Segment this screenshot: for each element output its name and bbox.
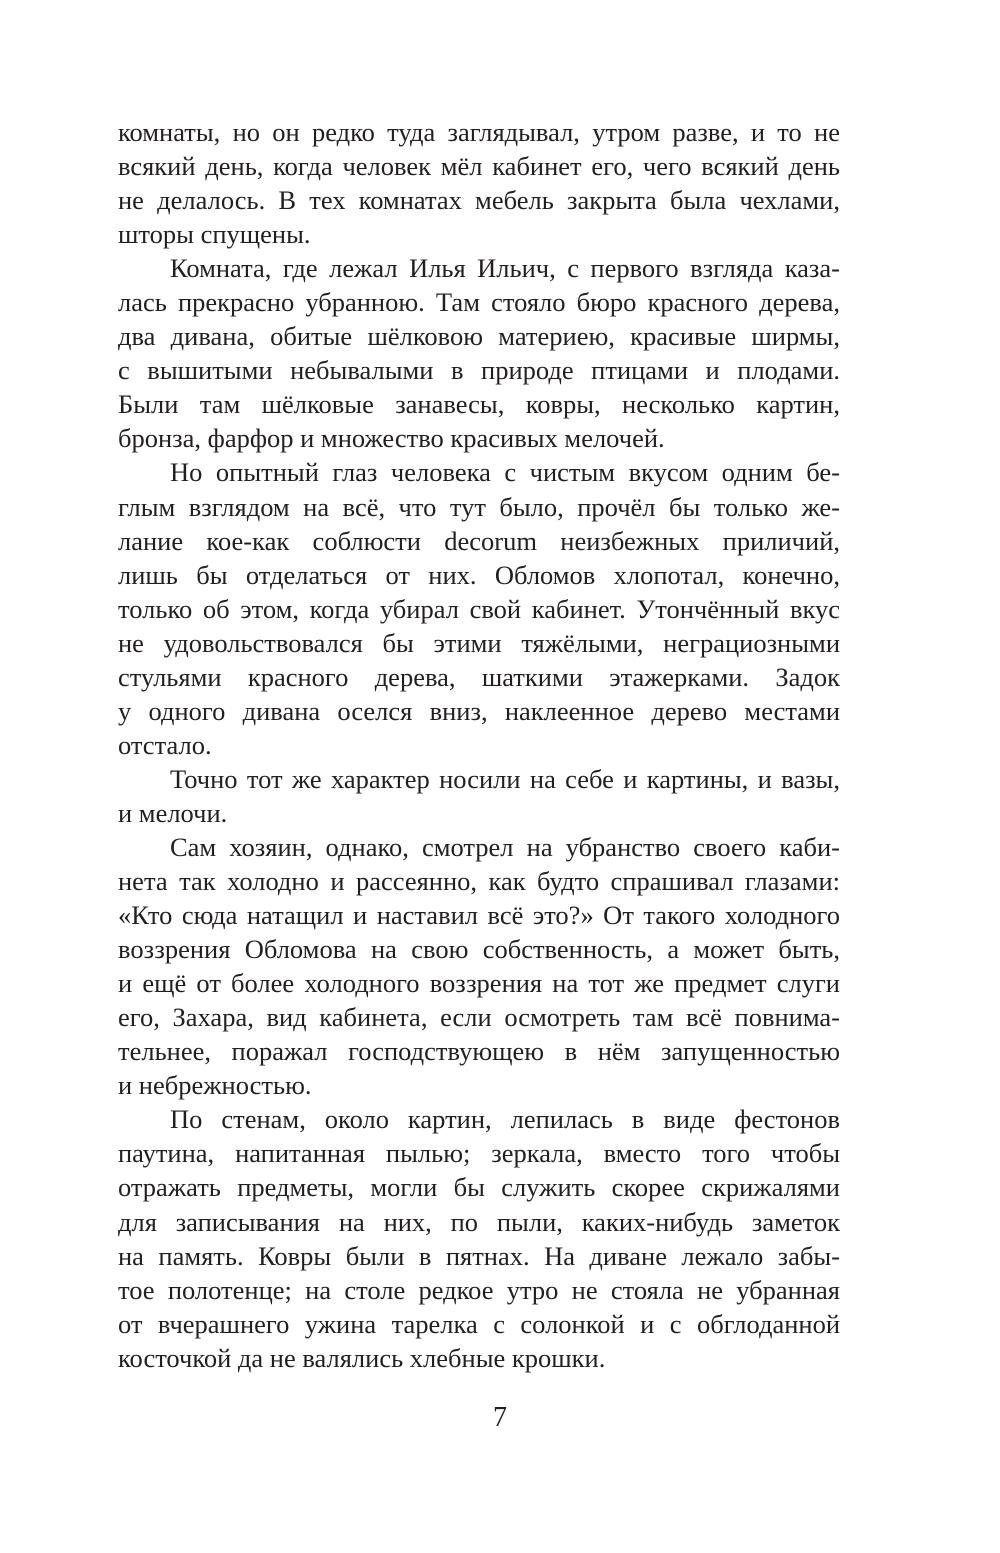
text-line: и мелочи.	[118, 797, 228, 828]
text-line: у одного дивана оселся вниз, наклеенное дерево местами	[118, 695, 840, 726]
text-line: стульями красного дерева, шаткими этажерками. Задок	[118, 661, 840, 692]
text-line: для записывания на них, по пыли, каких-нибудь заметок	[118, 1206, 840, 1237]
paragraph-1	[118, 115, 840, 251]
text-line: и небрежностью.	[118, 1070, 312, 1101]
text-line: нета так холодно и рассеянно, как будто спрашивал глазами:	[118, 866, 840, 897]
text-line: лась прекрасно убранною. Там стояло бюро красного дерева,	[118, 287, 840, 318]
text-line: «Кто сюда натащил и наставил всё это?» От такого холодного	[118, 900, 840, 931]
text-line: лишь бы отделаться от них. Обломов хлопотал, конечно,	[118, 559, 840, 590]
text-line: Но опытный глаз человека с чистым вкусом одним бе-	[170, 457, 840, 488]
text-line: от вчерашнего ужина тарелка с солонкой и с обглоданной	[118, 1308, 840, 1339]
text-line: отражать предметы, могли бы служить скорее скрижалями	[118, 1172, 840, 1203]
paragraph-4	[118, 762, 840, 830]
text-line: косточкой да не валялись хлебные крошки.	[118, 1342, 606, 1373]
text-line: шторы спущены.	[118, 219, 311, 250]
paragraph-5	[118, 830, 840, 1102]
text-line: не делалось. В тех комнатах мебель закрыта была чехлами,	[118, 185, 840, 216]
text-line: и ещё от более холодного воззрения на тот же предмет слуги	[118, 968, 840, 999]
page-body-text	[118, 115, 840, 1375]
text-line: на память. Ковры были в пятнах. На диване лежало забы-	[118, 1240, 840, 1271]
text-line: не удовольствовался бы этими тяжёлыми, неграциозными	[118, 627, 840, 658]
text-line: глым взглядом на всё, что тут было, прочёл бы только же-	[118, 491, 840, 522]
text-line: Комната, где лежал Илья Ильич, с первого взгляда каза-	[170, 253, 840, 284]
paragraph-2	[118, 251, 840, 455]
text-line: воззрения Обломова на свою собственность, а может быть,	[118, 934, 840, 965]
text-line: отстало.	[118, 729, 212, 760]
paragraph-3	[118, 455, 840, 761]
text-line: комнаты, но он редко туда заглядывал, утром разве, и то не	[118, 117, 840, 147]
paragraph-6	[118, 1102, 840, 1374]
text-line: лание кое-как соблюсти decorum неизбежных приличий,	[118, 525, 840, 556]
text-line: тельнее, поражал господствующею в нём запущенностью	[118, 1036, 840, 1067]
text-line: По стенам, около картин, лепилась в виде фестонов	[170, 1104, 840, 1135]
text-line: тое полотенце; на столе редкое утро не стояла не убранная	[118, 1274, 840, 1305]
text-line: Сам хозяин, однако, смотрел на убранство своего каби-	[170, 831, 840, 862]
page-number: 7	[493, 1402, 507, 1433]
text-line: его, Захара, вид кабинета, если осмотреть там всё повнима-	[118, 1002, 840, 1033]
text-line: всякий день, когда человек мёл кабинет его, чего всякий день	[118, 151, 840, 182]
text-line: Были там шёлковые занавесы, ковры, несколько картин,	[118, 389, 840, 420]
text-line: только об этом, когда убирал свой кабинет. Утончённый вкус	[118, 593, 840, 624]
text-line: два дивана, обитые шёлковою материею, красивые ширмы,	[118, 321, 840, 352]
text-line: паутина, напитанная пылью; зеркала, вместо того чтобы	[118, 1138, 840, 1169]
text-line: с вышитыми небывалыми в природе птицами и плодами.	[118, 355, 840, 386]
text-line: Точно тот же характер носили на себе и картины, и вазы,	[170, 763, 840, 794]
text-line: бронза, фарфор и множество красивых мелочей.	[118, 423, 665, 454]
